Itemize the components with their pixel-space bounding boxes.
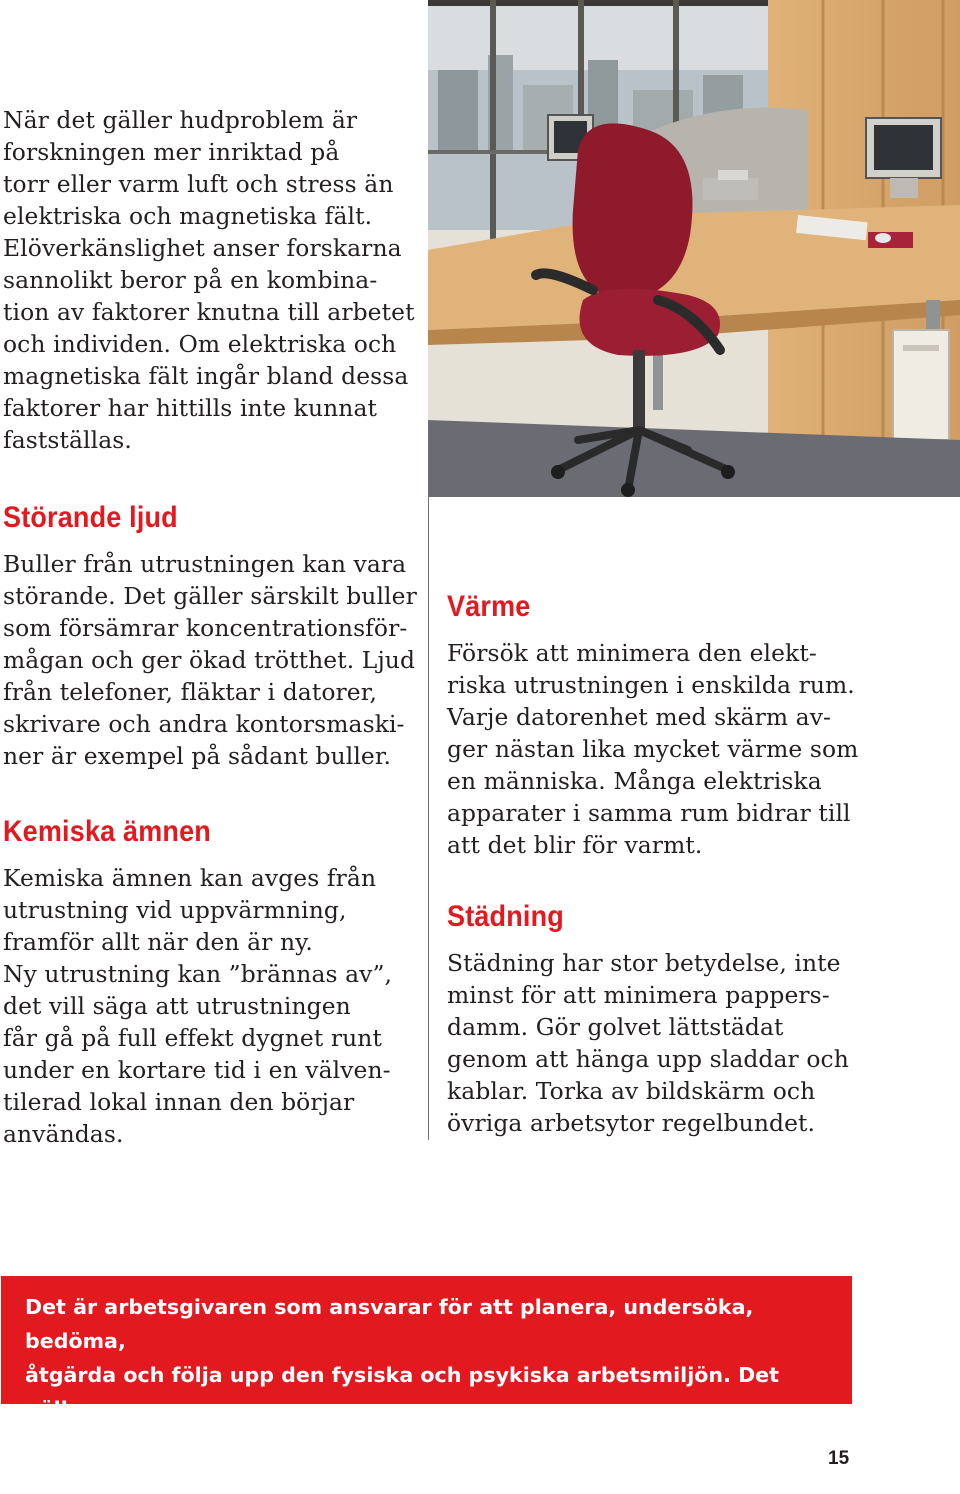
stadning-paragraph: Städning har stor betydelse, inte minst för att minimera pappers- damm. Gör golvet lättstädat genom att hänga upp sladdar och kablar. Torka av bildskärm och övriga arbetsytor regelbundet.	[447, 949, 849, 1137]
heading-varme: Värme	[447, 590, 531, 623]
right-column	[447, 590, 867, 1139]
heading-kemiska-amnen: Kemiska ämnen	[3, 815, 211, 848]
page-number: 15	[828, 1448, 850, 1469]
heading-storande-ljud: Störande ljud	[3, 501, 178, 534]
callout-text: Det är arbetsgivaren som ansvarar för att planera, undersöka, bedöma, åtgärda och följa upp den fysiska och psykiska arbetsmiljön. Det gäller också vid bildskärmsarbete. De anställda ska ges möjlighet att medverka.	[25, 1295, 779, 1489]
intro-paragraph: När det gäller hudproblem är forskningen mer inriktad på torr eller varm luft och stress än elektriska och magnetiska fält. Elöverkänslighet anser forskarna sannolikt beror på en kombina- tion av faktorer knutna till arbetet och individen. Om elektriska och magnetiska fält ingår bland dessa faktorer har hittills inte kunnat fastställas.	[3, 106, 415, 454]
left-column	[3, 104, 423, 1150]
varme-paragraph: Försök att minimera den elekt- riska utrustningen i enskilda rum. Varje datorenhet med skärm av- ger nästan lika mycket värme som en människa. Många elektriska apparater i samma rum bidrar till att det blir för varmt.	[447, 639, 859, 859]
office-photo	[428, 0, 960, 497]
heading-stadning: Städning	[447, 900, 564, 933]
storande-ljud-paragraph: Buller från utrustningen kan vara störande. Det gäller särskilt buller som försämrar koncentrationsför- mågan och ger ökad trötthet. Ljud från telefoner, fläktar i datorer, skrivare och andra kontorsmaski- ner är exempel på sådant buller.	[3, 550, 417, 770]
column-divider	[428, 497, 429, 1140]
kemiska-amnen-paragraph: Kemiska ämnen kan avges från utrustning vid uppvärmning, framför allt när den är ny. Ny utrustning kan ”brännas av”, det vill säga att utrustningen får gå på full effekt dygnet runt under en kortare tid i en välven- tilerad lokal innan den börjar användas.	[3, 864, 393, 1148]
